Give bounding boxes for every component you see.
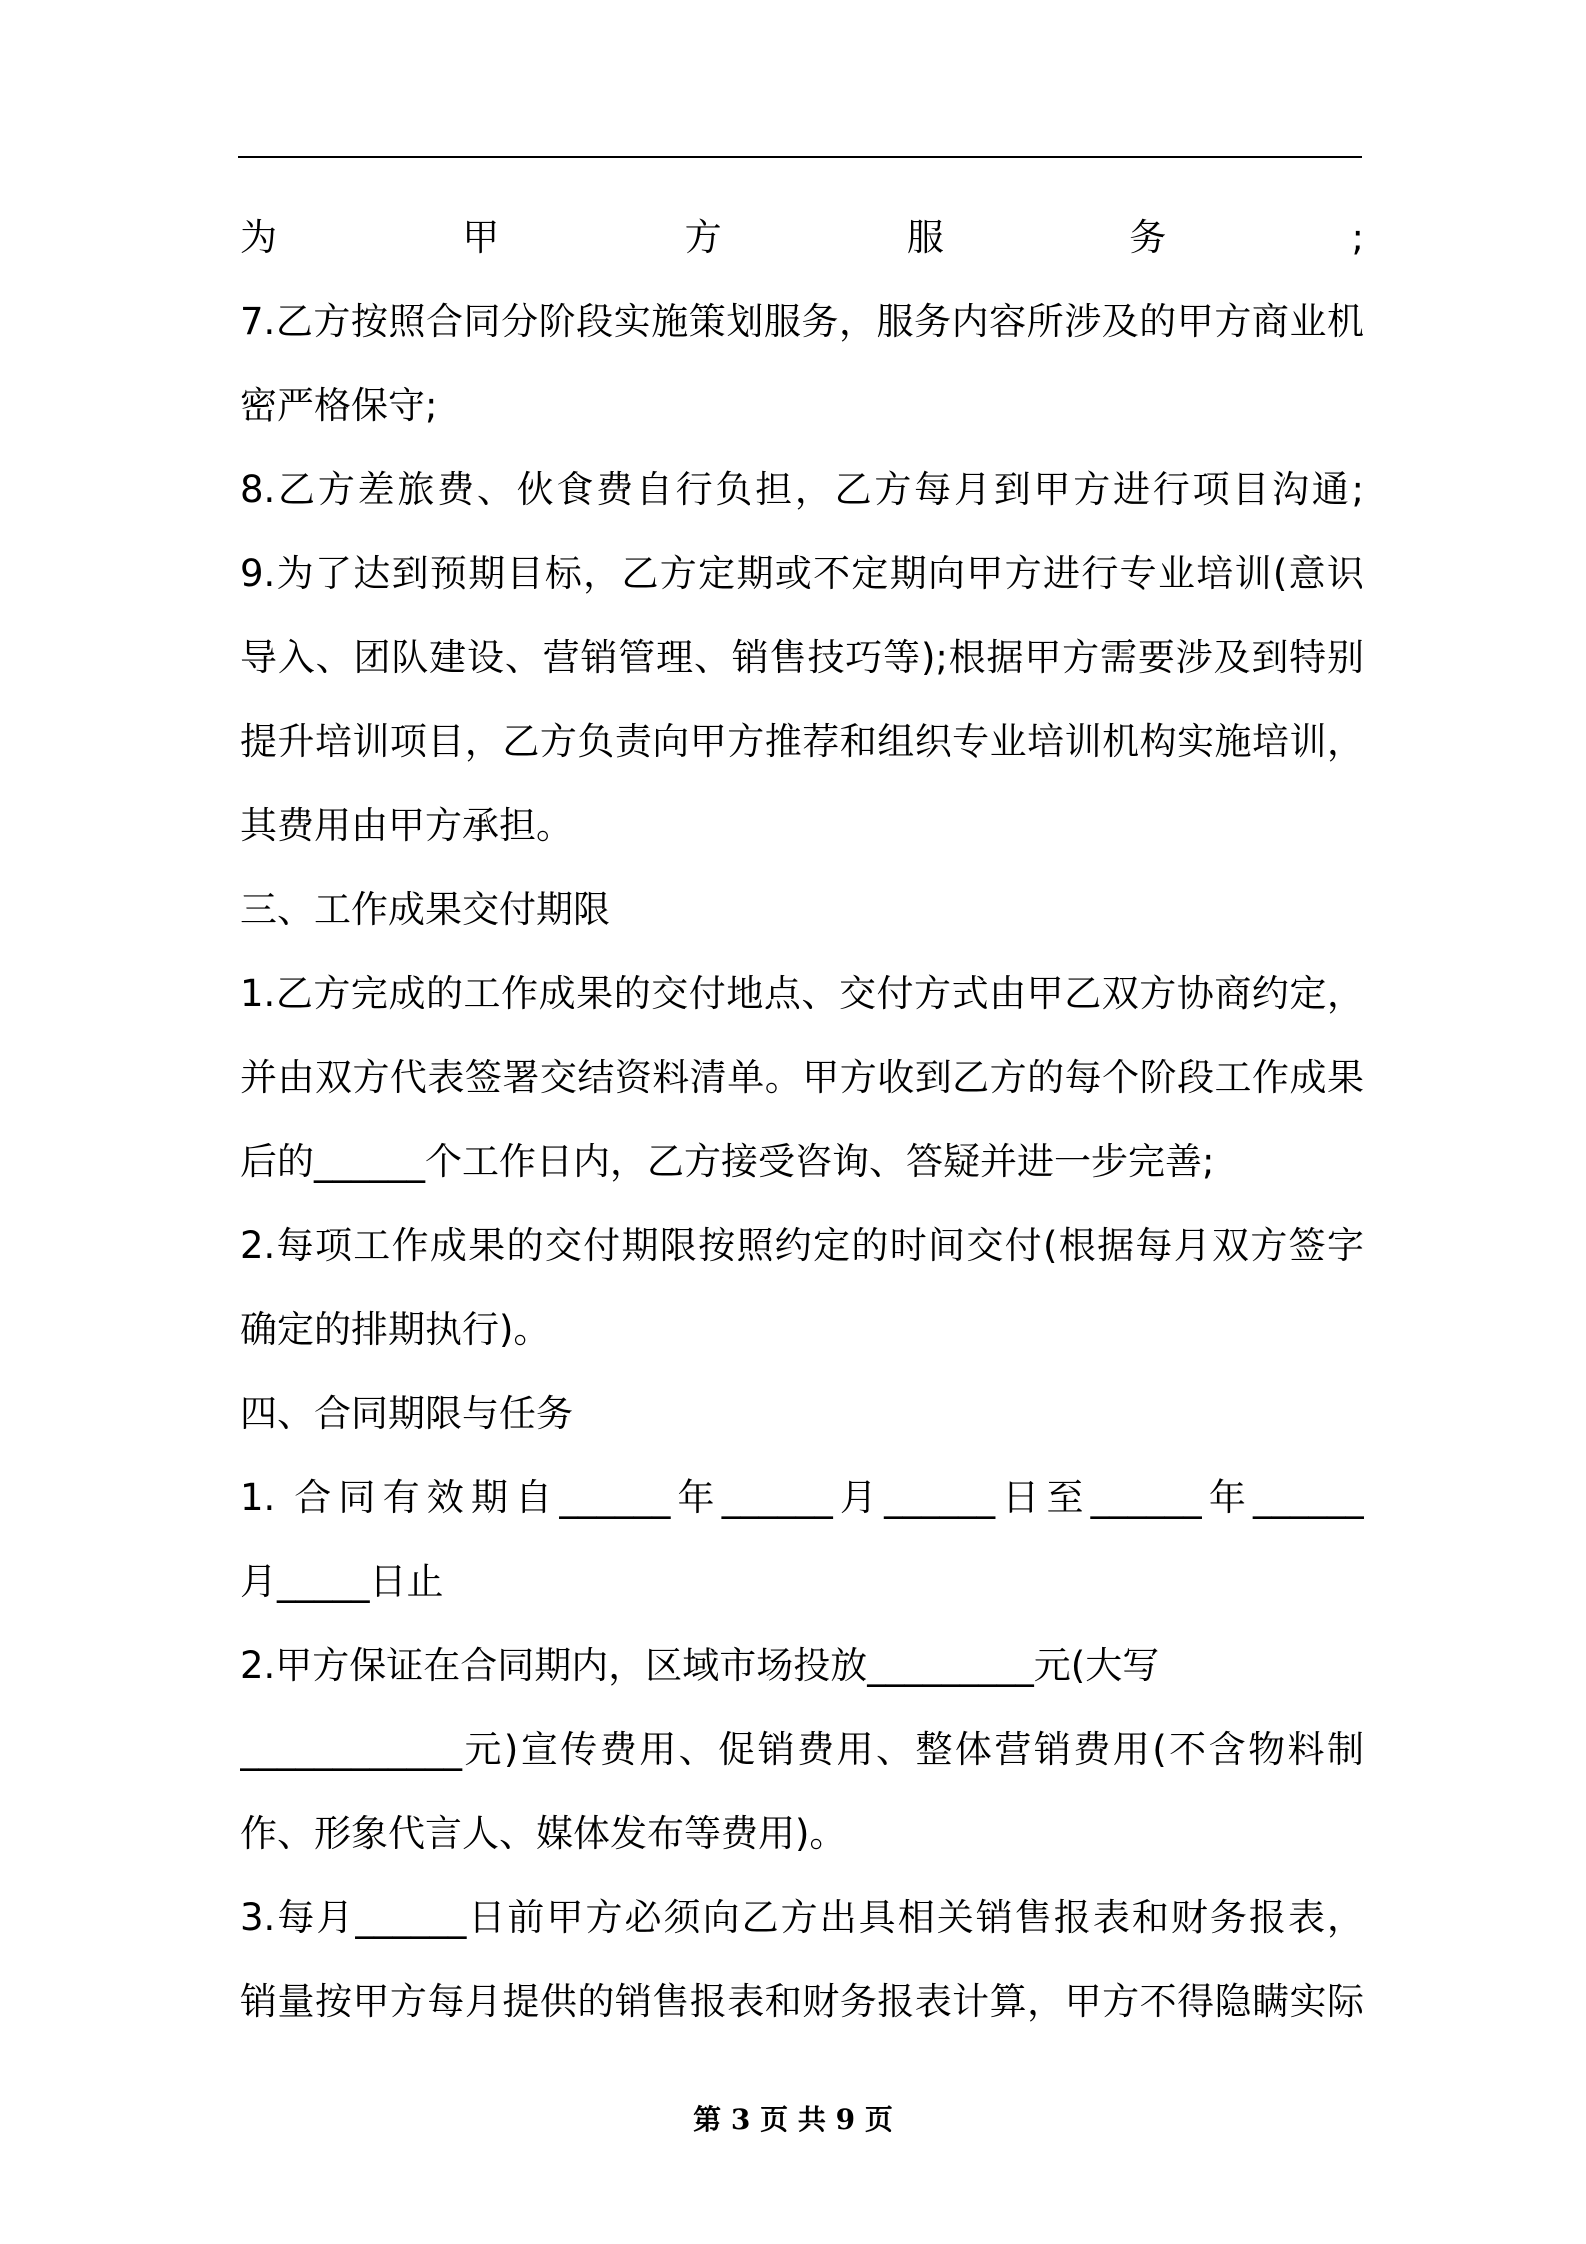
text-line: 确定的排期执行)。 <box>240 1308 551 1351</box>
text-line: 2.甲方保证在合同期内，区域市场投放_________元(大写 <box>240 1644 1160 1687</box>
text-line: 2.每项工作成果的交付期限按照约定的时间交付(根据每月双方签字 <box>240 1224 1364 1267</box>
text-line: 并由双方代表签署交结资料清单。甲方收到乙方的每个阶段工作成果 <box>240 1056 1364 1099</box>
text-line: 9.为了达到预期目标，乙方定期或不定期向甲方进行专业培训(意识 <box>240 552 1364 595</box>
text-line: 后的______个工作日内，乙方接受咨询、答疑并进一步完善; <box>240 1140 1215 1183</box>
text-line: 1.乙方完成的工作成果的交付地点、交付方式由甲乙双方协商约定， <box>240 972 1364 1015</box>
text-line: 为甲方服务; <box>240 216 1364 259</box>
text-line: 销量按甲方每月提供的销售报表和财务报表计算，甲方不得隐瞒实际 <box>240 1980 1364 2023</box>
text-line: 1. 合同有效期自______年______月______日至______年______ <box>240 1476 1364 1519</box>
section-heading: 四、合同期限与任务 <box>240 1392 573 1435</box>
header-rule <box>238 156 1362 158</box>
text-line: 提升培训项目，乙方负责向甲方推荐和组织专业培训机构实施培训， <box>240 720 1364 763</box>
page-number: 第 3 页 共 9 页 <box>693 2103 893 2136</box>
text-line: 3.每月______日前甲方必须向乙方出具相关销售报表和财务报表， <box>240 1896 1364 1939</box>
text-line: 作、形象代言人、媒体发布等费用)。 <box>240 1812 847 1855</box>
text-line: 7.乙方按照合同分阶段实施策划服务，服务内容所涉及的甲方商业机 <box>240 300 1364 343</box>
section-heading: 三、工作成果交付期限 <box>240 888 610 931</box>
text-line: 其费用由甲方承担。 <box>240 804 573 847</box>
document-body <box>240 196 1364 2044</box>
text-line: 8.乙方差旅费、伙食费自行负担，乙方每月到甲方进行项目沟通; <box>240 468 1364 511</box>
text-line: ____________元)宣传费用、促销费用、整体营销费用(不含物料制 <box>240 1728 1364 1771</box>
text-line: 导入、团队建设、营销管理、销售技巧等);根据甲方需要涉及到特别 <box>240 636 1364 679</box>
text-line: 月_____日止 <box>240 1560 444 1603</box>
text-line: 密严格保守; <box>240 384 438 427</box>
